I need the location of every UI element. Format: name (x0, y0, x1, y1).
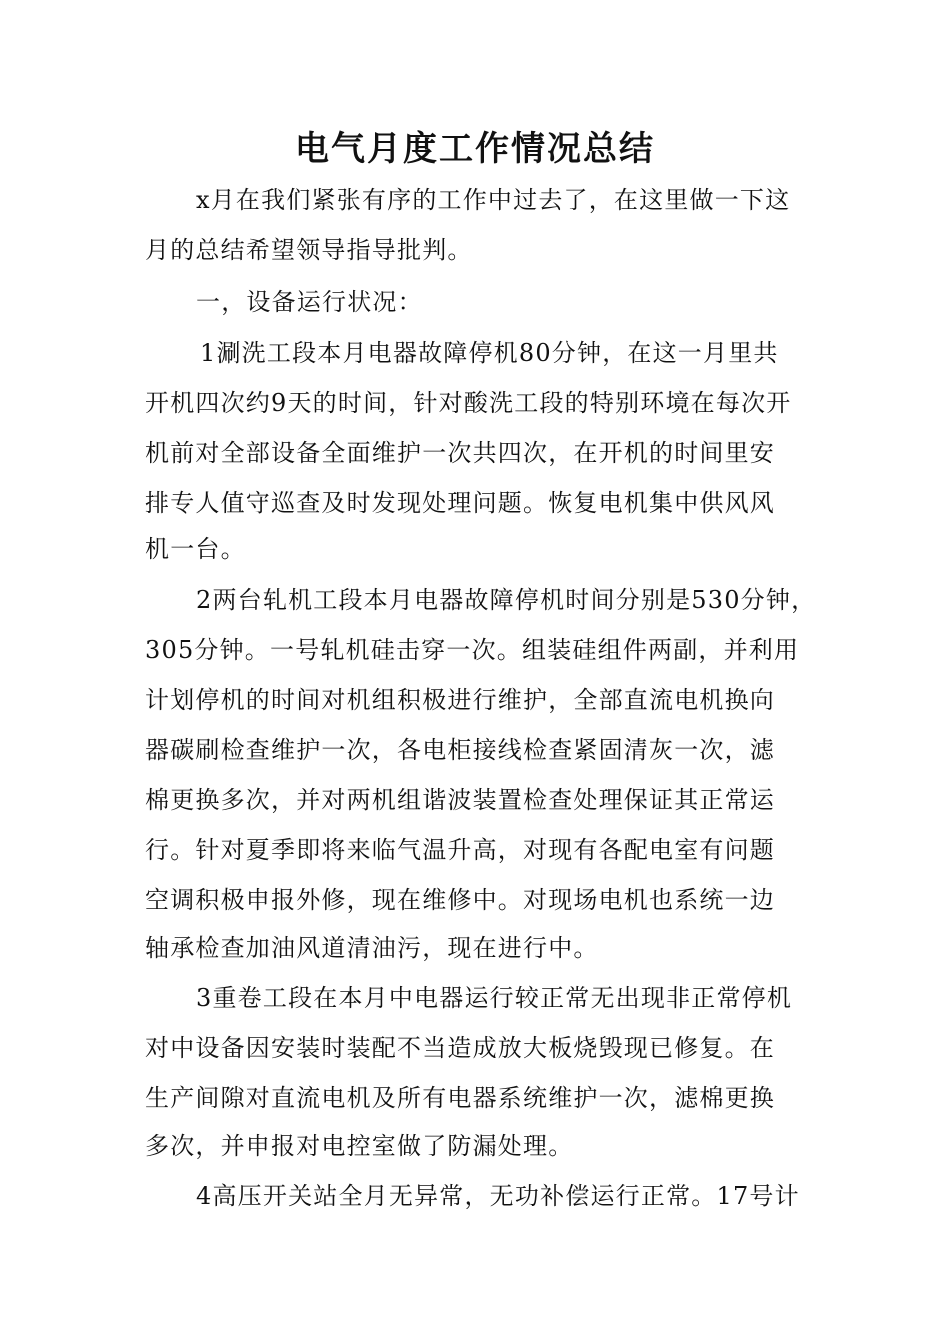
paragraph-line: 空调积极申报外修，现在维修中。对现场电机也系统一边 (145, 886, 775, 914)
paragraph-line: 行。针对夏季即将来临气温升高，对现有各配电室有问题 (145, 836, 775, 864)
document-title: 电气月度工作情况总结 (295, 129, 655, 169)
section-heading: 一，设备运行状况： (196, 288, 423, 316)
paragraph-line: 4高压开关站全月无异常，无功补偿运行正常。17号计 (196, 1182, 800, 1210)
paragraph-line: 生产间隙对直流电机及所有电器系统维护一次，滤棉更换 (145, 1084, 775, 1112)
paragraph-line: 305分钟。一号轧机硅击穿一次。组装硅组件两副，并利用 (145, 636, 800, 664)
paragraph-line: 2两台轧机工段本月电器故障停机时间分别是530分钟， (196, 586, 817, 614)
paragraph-line: 机前对全部设备全面维护一次共四次，在开机的时间里安 (145, 439, 775, 467)
paragraph-line: 排专人值守巡查及时发现处理问题。恢复电机集中供风风 (145, 489, 775, 517)
paragraph-line: 开机四次约9天的时间，针对酸洗工段的特别环境在每次开 (145, 389, 792, 417)
paragraph-line: 3重卷工段在本月中电器运行较正常无出现非正常停机 (196, 984, 793, 1012)
paragraph-line: 器碳刷检查维护一次，各电柜接线检查紧固清灰一次，滤 (145, 736, 775, 764)
paragraph-line: 计划停机的时间对机组积极进行维护，全部直流电机换向 (145, 686, 775, 714)
paragraph-line: 机一台。 (145, 535, 246, 563)
paragraph-line: 1涮洗工段本月电器故障停机80分钟，在这一月里共 (200, 339, 779, 367)
paragraph-line: 棉更换多次，并对两机组谐波装置检查处理保证其正常运 (145, 786, 775, 814)
paragraph-line: 月的总结希望领导指导批判。 (145, 236, 473, 264)
paragraph-line: x月在我们紧张有序的工作中过去了，在这里做一下这 (196, 186, 791, 214)
paragraph-line: 多次，并申报对电控室做了防漏处理。 (145, 1132, 574, 1160)
paragraph-line: 轴承检查加油风道清油污，现在进行中。 (145, 934, 599, 962)
paragraph-line: 对中设备因安装时装配不当造成放大板烧毁现已修复。在 (145, 1034, 775, 1062)
